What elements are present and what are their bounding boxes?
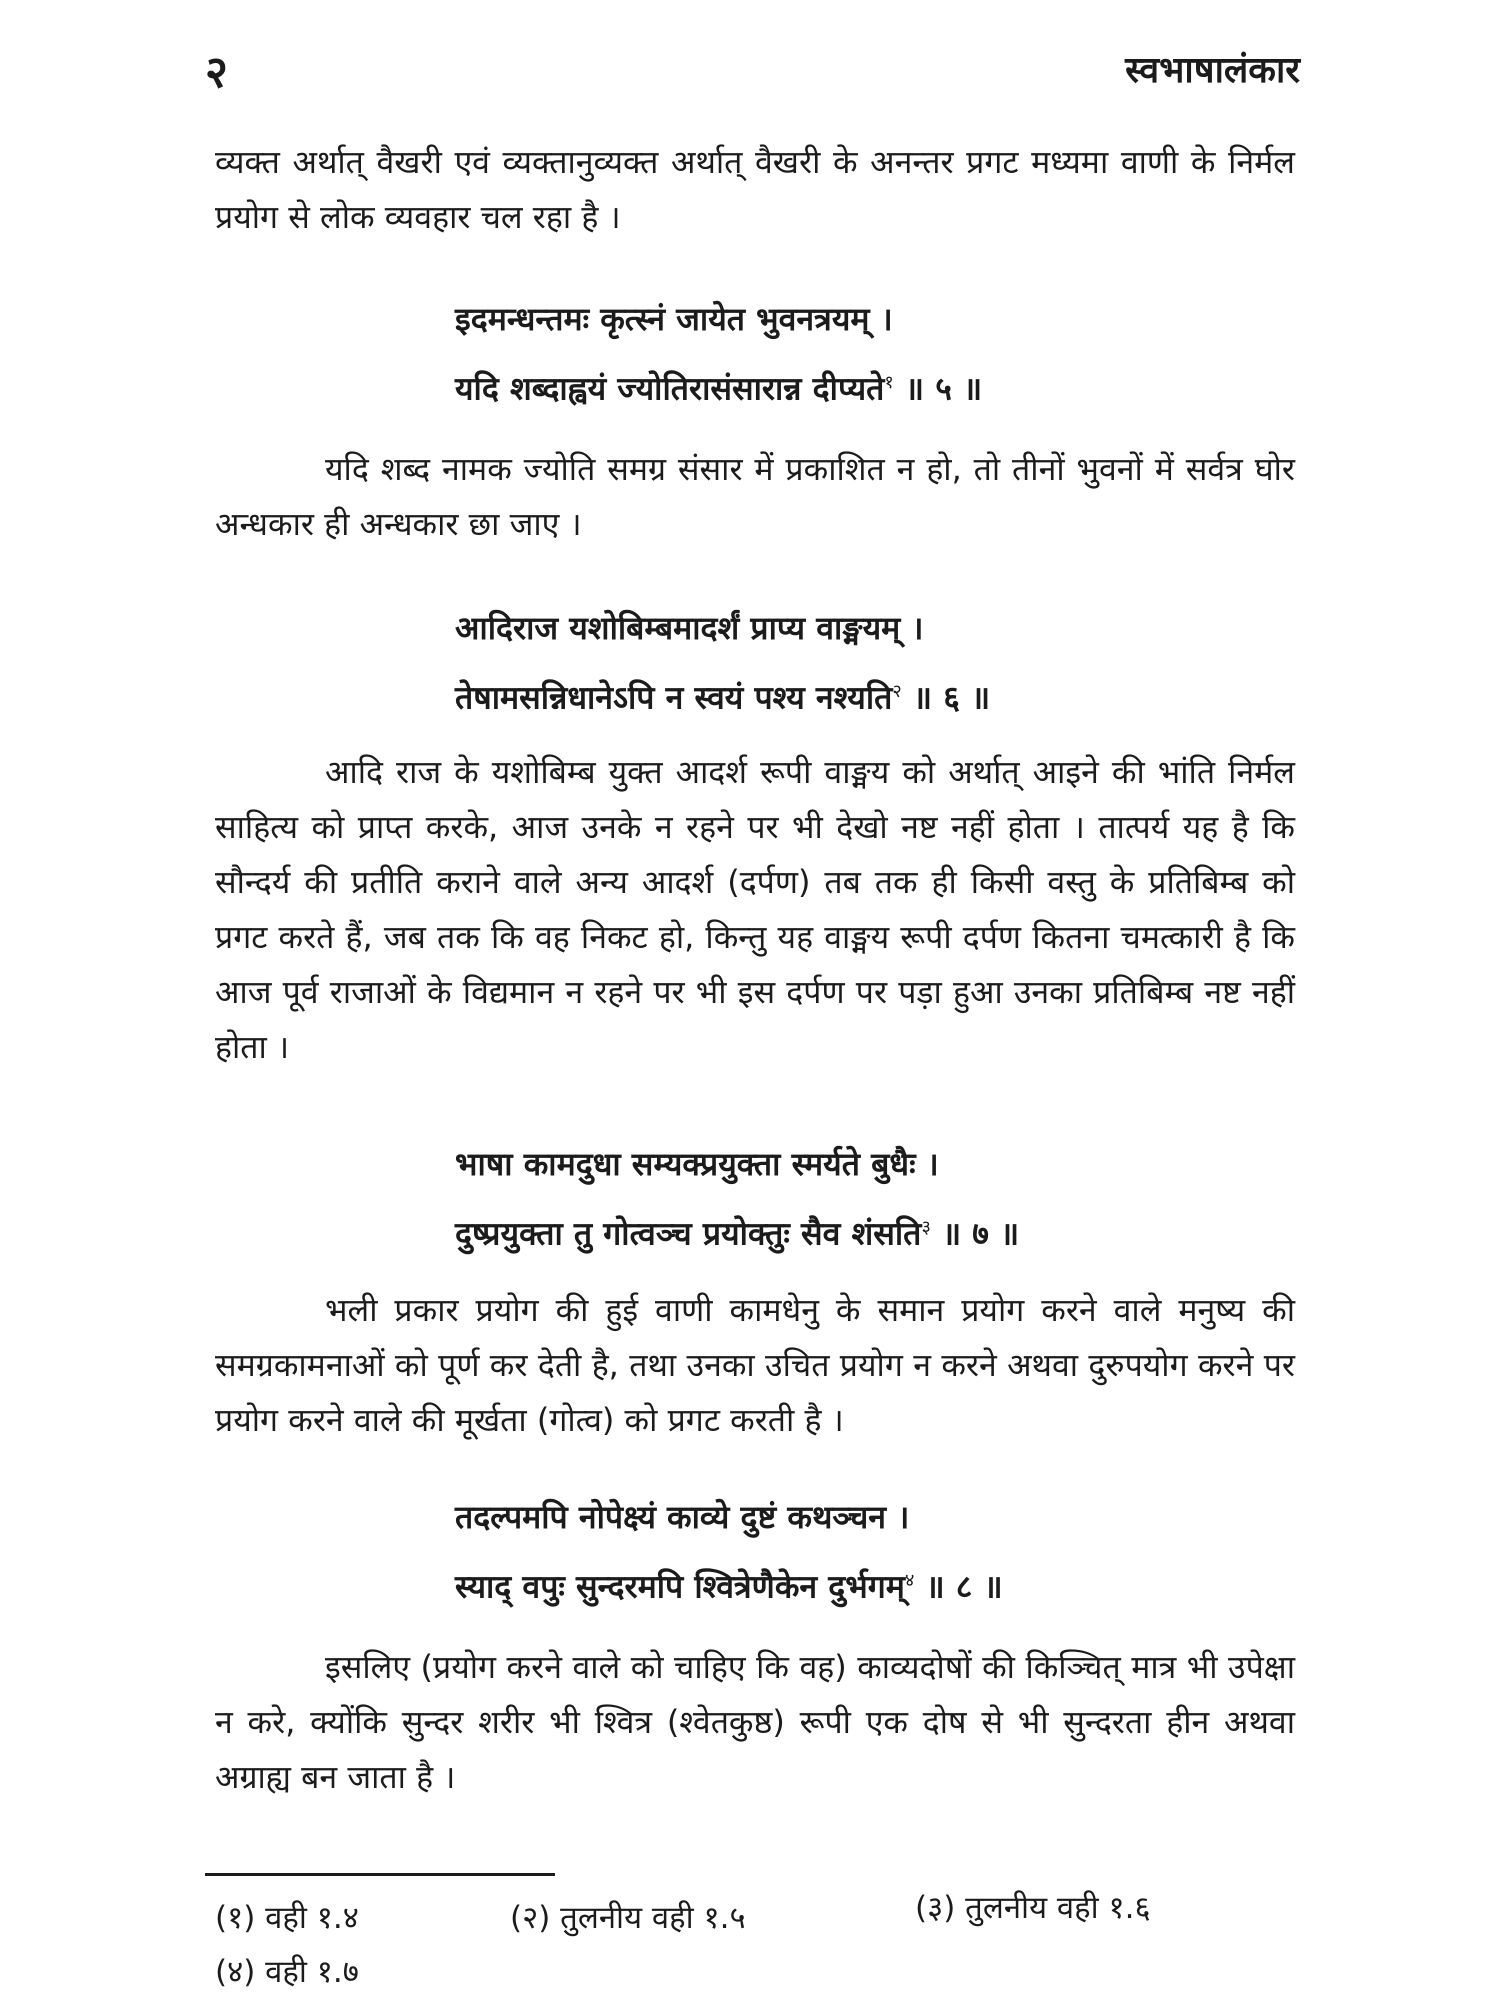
verse-5-text: यदि शब्दाह्वयं ज्योतिरासंसारान्न दीप्यते — [455, 369, 885, 408]
verse-7 — [455, 1133, 1155, 1266]
paragraph-5: इसलिए (प्रयोग करने वाले को चाहिए कि वह) काव्यदोषों की किञ्चित् मात्र भी उपेक्षा न करे, क्योंकि सुन्दर शरीर भी श्वित्र (श्वेतकुष्ठ) रूपी एक दोष से भी सुन्दरता हीन अथवा अग्राह्य बन जाता है । — [215, 1648, 1295, 1796]
paragraph-3: आदि राज के यशोबिम्ब युक्त आदर्श रूपी वाङ्मय को अर्थात् आइने की भांति निर्मल साहित्य को प्राप्त करके, आज उनके न रहने पर भी देखो नष्ट नहीं होता । तात्पर्य यह है कि सौन्दर्य की प्रतीति कराने वाले अन्य आदर्श (दर्पण) तब तक ही किसी वस्तु के प्रतिबिम्ब को प्रगट करते हैं, जब तक कि वह निकट हो, किन्तु यह वाङ्मय रूपी दर्पण कितना चमत्कारी है कि आज पूर्व राजाओं के विद्यमान न रहने पर भी इस दर्पण पर पड़ा हुआ उनका प्रतिबिम्ब नष्ट नहीं होता । — [215, 753, 1295, 1066]
verse-6-text: तेषामसन्निधानेऽपि न स्वयं पश्य नश्यति — [455, 678, 893, 717]
footnote-divider — [205, 1873, 555, 1876]
page-number: २ — [205, 47, 228, 98]
paragraph-2: यदि शब्द नामक ज्योति समग्र संसार में प्रकाशित न हो, तो तीनों भुवनों में सर्वत्र घोर अन्धकार ही अन्धकार छा जाए । — [215, 450, 1295, 543]
verse-7-line-2 — [455, 1196, 1155, 1266]
running-title: स्वभाषालंकार — [1125, 49, 1300, 91]
verse-6-line-2 — [455, 660, 1155, 730]
paragraph-4: भली प्रकार प्रयोग की हुई वाणी कामधेनु के समान प्रयोग करने वाले मनुष्य की समग्रकामनाओं को पूर्ण कर देती है, तथा उनका उचित प्रयोग न करने अथवा दुरुपयोग करने पर प्रयोग करने वाले की मूर्खता (गोत्व) को प्रगट करती है । — [215, 1291, 1295, 1439]
footnote-2: (२) तुलनीय वही १.५ — [510, 1900, 746, 1936]
verse-7-footnote-ref: ३ — [921, 1217, 931, 1238]
verse-8 — [455, 1486, 1155, 1619]
page-header — [205, 40, 1300, 100]
verse-7-line-1: भाषा कामदुधा सम्यक्प्रयुक्ता स्मर्यते बुधैः । — [455, 1145, 939, 1183]
verse-5-line-2 — [455, 351, 1155, 421]
paragraph-1: व्यक्त अर्थात् वैखरी एवं व्यक्तानुव्यक्त अर्थात् वैखरी के अनन्तर प्रगट मध्यमा वाणी के निर्मल प्रयोग से लोक व्यवहार चल रहा है । — [215, 143, 1295, 236]
verse-8-line-1: तदल्पमपि नोपेक्ष्यं काव्ये दुष्टं कथञ्चन । — [455, 1498, 910, 1536]
verse-8-text: स्याद् वपुः सुन्दरमपि श्वित्रेणैकेन दुर्भगम् — [455, 1567, 905, 1606]
verse-5-line-1: इदमन्धन्तमः कृत्स्नं जायेत भुवनत्रयम् । — [455, 300, 893, 338]
verse-6-line-1: आदिराज यशोबिम्बमादर्शं प्राप्य वाङ्मयम् । — [455, 609, 924, 647]
footnote-3: (३) तुलनीय वही १.६ — [915, 1890, 1151, 1926]
verse-7-number: ॥ ७ ॥ — [930, 1214, 1020, 1253]
verse-8-line-2 — [455, 1549, 1155, 1619]
verse-7-text: दुष्प्रयुक्ता तु गोत्वञ्च प्रयोक्तुः सैव शंसति — [455, 1214, 922, 1253]
verse-5-number: ॥ ५ ॥ — [893, 369, 983, 408]
verse-5 — [455, 288, 1155, 421]
verse-6 — [455, 597, 1155, 730]
verse-6-footnote-ref: २ — [892, 681, 902, 702]
verse-6-number: ॥ ६ ॥ — [901, 678, 991, 717]
verse-5-footnote-ref: १ — [884, 372, 894, 393]
footnote-1: (१) वही १.४ — [215, 1900, 359, 1936]
footnote-4: (४) वही १.७ — [215, 1954, 359, 1990]
verse-8-number: ॥ ८ ॥ — [914, 1567, 1003, 1606]
verse-8-footnote-ref: ४ — [904, 1570, 915, 1591]
